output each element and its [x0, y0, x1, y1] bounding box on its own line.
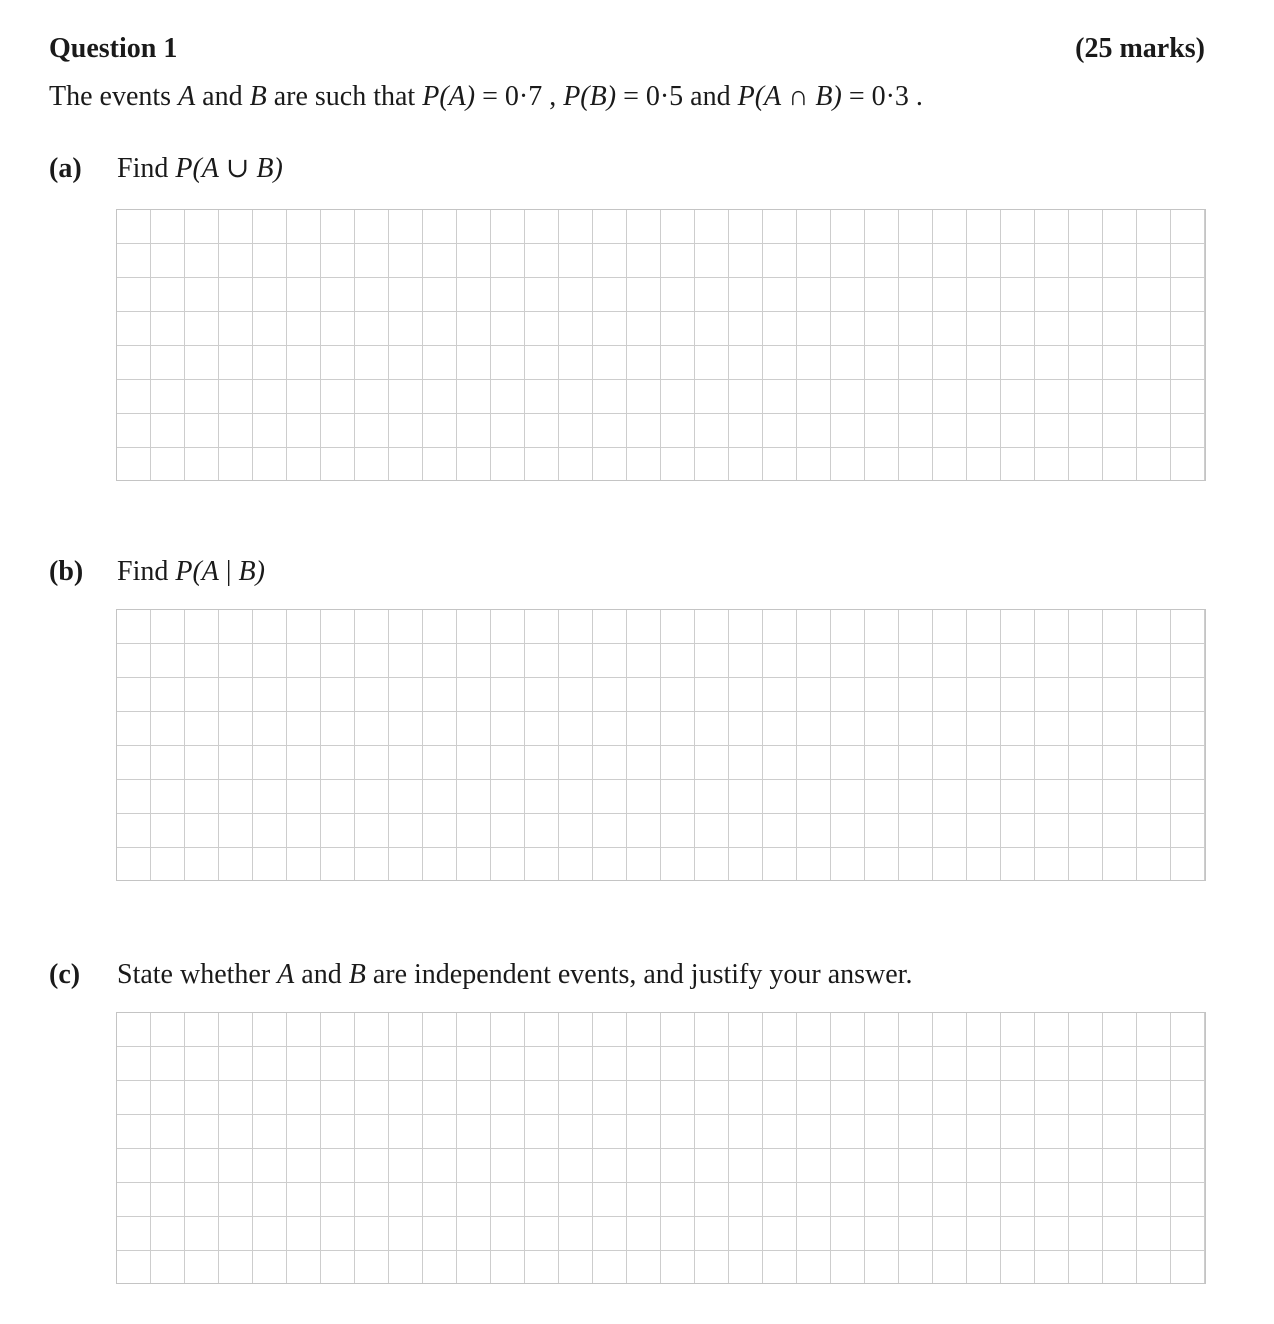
- part-c-var-b: B: [348, 959, 366, 990]
- stem-p-ab-2: B): [815, 81, 842, 112]
- part-a-expr-1: P(A: [175, 153, 219, 184]
- part-c-text-1: State whether: [117, 959, 278, 990]
- part-a-expr-2: B): [256, 153, 283, 184]
- part-c-text-2: and: [294, 959, 349, 990]
- stem-p-b-value: = 0·5 and: [616, 81, 738, 112]
- part-a-prompt: [49, 150, 283, 188]
- part-c-label: (c): [49, 959, 81, 990]
- part-a-answer-grid[interactable]: [116, 209, 1206, 481]
- part-c-prompt: [49, 956, 912, 994]
- stem-p-b: P(B): [563, 81, 617, 112]
- stem-p-ab-1: P(A: [737, 81, 782, 112]
- stem-p-a: P(A): [422, 81, 476, 112]
- stem-intro: The events: [49, 81, 179, 112]
- part-b-given-op: |: [218, 556, 239, 587]
- part-b-expr-2: B): [238, 556, 265, 587]
- part-b-answer-grid[interactable]: [116, 609, 1206, 881]
- part-b-text: Find: [117, 556, 176, 587]
- question-stem: [49, 78, 923, 116]
- part-a-union-op: ∪: [218, 153, 257, 184]
- stem-var-a: A: [178, 81, 196, 112]
- stem-p-a-value: = 0·7 ,: [475, 81, 564, 112]
- part-b-prompt: [49, 553, 265, 591]
- part-c-answer-grid[interactable]: [116, 1012, 1206, 1284]
- part-b-label: (b): [49, 556, 84, 587]
- stem-var-b: B: [249, 81, 267, 112]
- part-b-expr-1: P(A: [175, 556, 219, 587]
- question-title: Question 1: [49, 33, 178, 64]
- part-a-label: (a): [49, 153, 82, 184]
- part-c-var-a: A: [277, 959, 295, 990]
- stem-and: and: [195, 81, 250, 112]
- stem-intersection-op: ∩: [781, 81, 816, 112]
- part-a-text: Find: [117, 153, 176, 184]
- part-c-text-3: are independent events, and justify your answer.: [365, 959, 913, 990]
- stem-such-that: are such that: [266, 81, 423, 112]
- stem-p-ab-value: = 0·3 .: [841, 81, 923, 112]
- question-marks: (25 marks): [1075, 33, 1205, 64]
